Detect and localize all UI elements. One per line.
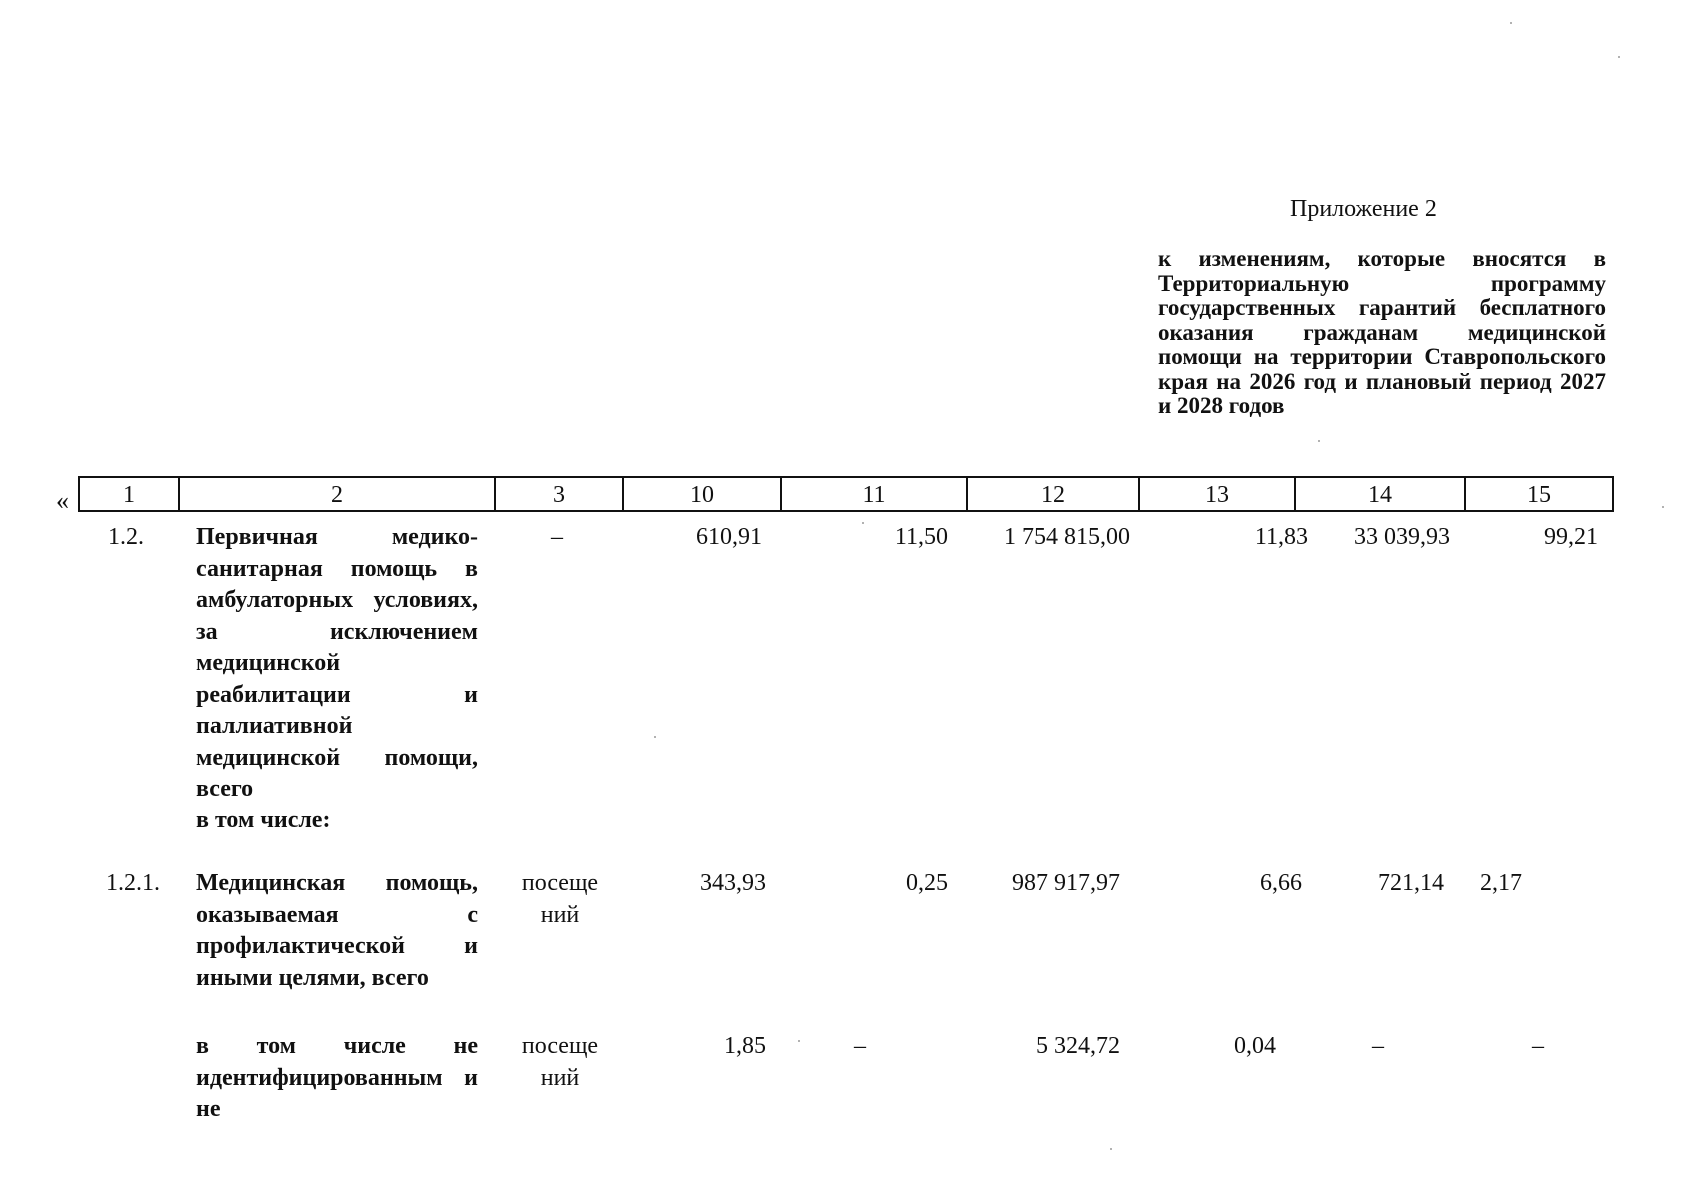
value-col-11: 11,50 — [894, 524, 948, 550]
column-number-cell: 3 — [495, 477, 623, 511]
scan-speck — [1318, 440, 1320, 442]
column-number-cell: 10 — [623, 477, 781, 511]
value-col-14: – — [1372, 1033, 1384, 1059]
row-unit: посещений — [521, 870, 599, 928]
value-col-12: 5 324,72 — [1036, 1033, 1120, 1059]
scan-speck — [862, 522, 864, 524]
row-number: 1.2. — [108, 524, 144, 550]
column-number-cell: 15 — [1465, 477, 1613, 511]
value-col-13: 11,83 — [1254, 524, 1308, 550]
scan-speck — [798, 1040, 800, 1042]
column-number-cell: 1 — [79, 477, 179, 511]
value-col-12: 1 754 815,00 — [1004, 524, 1130, 550]
column-number-cell: 14 — [1295, 477, 1465, 511]
column-number-cell: 12 — [967, 477, 1139, 511]
scan-speck — [654, 736, 656, 738]
scan-speck — [1662, 506, 1664, 508]
value-col-11: – — [854, 1033, 866, 1059]
value-col-11: 0,25 — [906, 870, 948, 896]
column-number-cell: 2 — [179, 477, 495, 511]
column-number-cell: 13 — [1139, 477, 1295, 511]
row-name: Медицинская помощь, оказываемая с профилактической и иными целями, всего — [196, 870, 478, 991]
value-col-15: 2,17 — [1480, 870, 1522, 896]
scan-speck — [1110, 1148, 1112, 1150]
column-number-row — [79, 477, 1613, 511]
value-col-15: – — [1532, 1033, 1544, 1059]
row-unit: посещений — [521, 1033, 599, 1091]
row-unit: – — [551, 524, 563, 550]
value-col-10: 1,85 — [724, 1033, 766, 1059]
open-quote-mark: « — [56, 486, 69, 515]
row-number: 1.2.1. — [106, 870, 160, 896]
column-number-header — [78, 476, 1614, 512]
row-name: в том числе: — [196, 807, 331, 833]
value-col-13: 0,04 — [1234, 1033, 1276, 1059]
value-col-15: 99,21 — [1544, 524, 1598, 550]
value-col-14: 33 039,93 — [1354, 524, 1450, 550]
value-col-12: 987 917,97 — [1012, 870, 1120, 896]
column-number-cell: 11 — [781, 477, 967, 511]
value-col-14: 721,14 — [1378, 870, 1444, 896]
value-col-13: 6,66 — [1260, 870, 1302, 896]
row-name: Первичная медико-санитарная помощь в амбулаторных условиях, за исключением медицинской реабилитации и паллиативной медицинской помощи, всего — [196, 524, 478, 802]
scan-speck — [1510, 22, 1512, 24]
appendix-title: Приложение 2 — [1290, 196, 1437, 222]
appendix-description: к изменениям, которые вносятся в Территориальную программу государственных гарантий бесплатного оказания гражданам медицинской помощи на территории Ставропольского края на 2026 год и плановый период 2027 и 2028 годов — [1158, 246, 1606, 418]
value-col-10: 610,91 — [696, 524, 762, 550]
value-col-10: 343,93 — [700, 870, 766, 896]
scan-speck — [1618, 56, 1620, 58]
row-name: в том числе не идентифицированным и не — [196, 1033, 478, 1122]
